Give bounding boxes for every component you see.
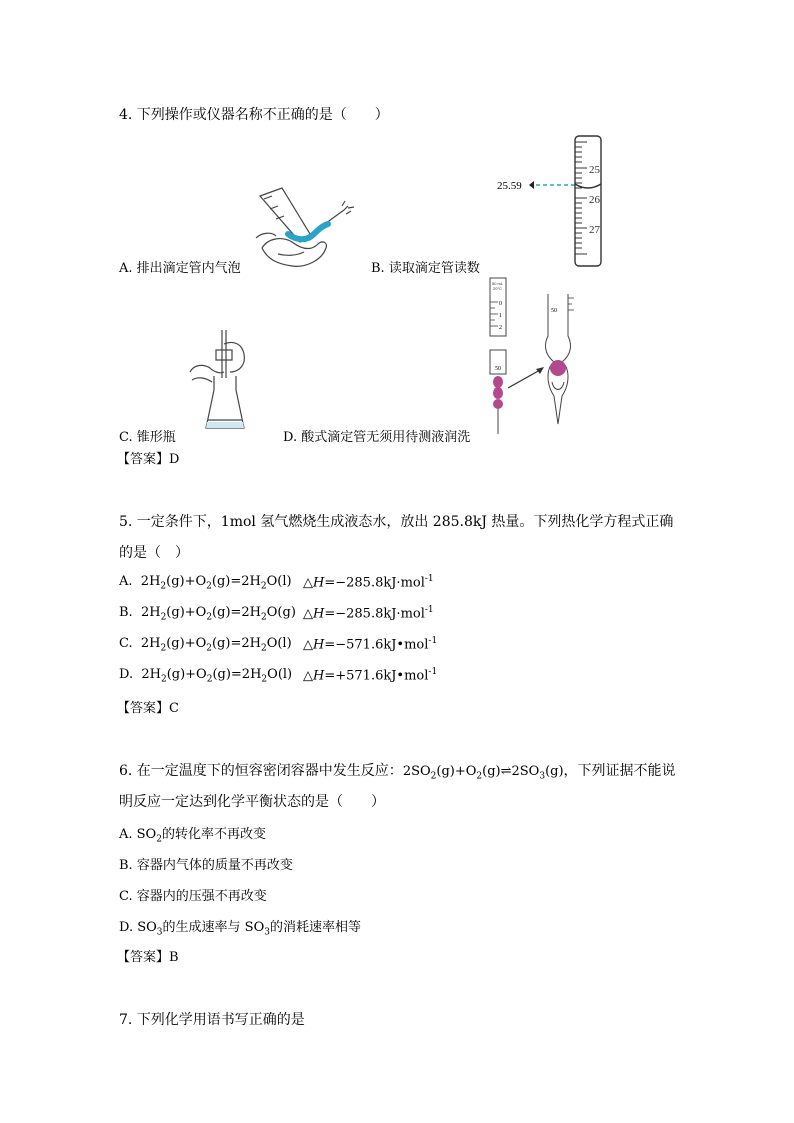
reading-value: 25.59 xyxy=(497,180,522,192)
q5-option-c-dh: △H=−571.6kJ•mol$^{-1}$ xyxy=(303,636,438,653)
q4-option-a: A. 排出滴定管内气泡 xyxy=(119,261,241,276)
q6-option-c: C. 容器内的压强不再改变 xyxy=(119,889,267,904)
q6-stem-line2: 明反应一定达到化学平衡状态的是（ ） xyxy=(119,794,385,810)
q4-option-d: D. 酸式滴定管无须用待测液润洗 xyxy=(283,430,471,445)
q5-stem-line1: 5. 一定条件下，1mol 氢气燃烧生成液态水，放出 285.8kJ 热量。下列热化学方程式正确 xyxy=(119,514,674,530)
q6-option-a: A. $SO_2$的转化率不再改变 xyxy=(119,827,266,845)
tick-label-25: 25 xyxy=(589,164,600,176)
tick-50-left: 50 xyxy=(495,366,501,372)
cap-text-temp: 20°C xyxy=(493,286,502,291)
q5-option-a-dh: △H=−285.8kJ·mol$^{-1}$ xyxy=(303,574,434,591)
figure-d-burettes xyxy=(484,274,584,436)
q4-answer-value: D xyxy=(169,452,180,467)
tick-1: 1 xyxy=(499,313,502,319)
tick-50-right: 50 xyxy=(551,308,557,314)
q4-stem: 4. 下列操作或仪器名称不正确的是（ ） xyxy=(119,107,389,123)
tick-label-26: 26 xyxy=(589,194,600,206)
q6-answer-value: B xyxy=(169,950,179,965)
tick-label-27: 27 xyxy=(589,224,600,236)
q6-option-d: D. $SO_3$的生成速率与 $SO_3$的消耗速率相等 xyxy=(119,920,361,938)
q7-stem: 7. 下列化学用语书写正确的是 xyxy=(119,1012,305,1028)
q5-option-c: C. $2H_2(g)+O_2(g)=2H_2O(l)$ xyxy=(119,636,292,654)
figure-a-expel-bubble xyxy=(248,182,360,272)
q5-option-a: A. $2H_2(g)+O_2(g)=2H_2O(l)$ xyxy=(119,574,292,592)
q5-option-d-dh: △H=+571.6kJ•mol$^{-1}$ xyxy=(303,667,438,684)
q5-answer-value: C xyxy=(169,701,179,716)
cap-text-volume: 50 mL xyxy=(492,281,504,286)
figure-b-read-burette xyxy=(494,130,606,270)
q5-answer: 【答案】C xyxy=(117,701,179,716)
q6-option-b: B. 容器内气体的质量不再改变 xyxy=(119,858,293,873)
figure-c-conical-flask xyxy=(184,326,256,436)
q4-option-b: B. 读取滴定管读数 xyxy=(371,261,480,276)
q6-stem-line1: 6. 在一定温度下的恒容密闭容器中发生反应：$2SO_2(g)+O_2(g)\rightleftharpoons 2SO_3(g)$，下列证据不能说 xyxy=(119,763,676,782)
q5-stem-line2: 的是（ ） xyxy=(119,545,189,561)
q4-answer: 【答案】D xyxy=(117,452,180,467)
tick-0: 0 xyxy=(499,301,502,307)
q5-option-b: B. $2H_2(g)+O_2(g)=2H_2O(g)$ xyxy=(119,605,296,623)
q5-option-b-dh: △H=−285.8kJ·mol$^{-1}$ xyxy=(303,605,434,622)
tick-2: 2 xyxy=(499,325,502,331)
q4-option-c: C. 锥形瓶 xyxy=(119,430,176,445)
q5-option-d: D. $2H_2(g)+O_2(g)=2H_2O(l)$ xyxy=(119,667,293,685)
q6-answer: 【答案】B xyxy=(117,950,179,965)
